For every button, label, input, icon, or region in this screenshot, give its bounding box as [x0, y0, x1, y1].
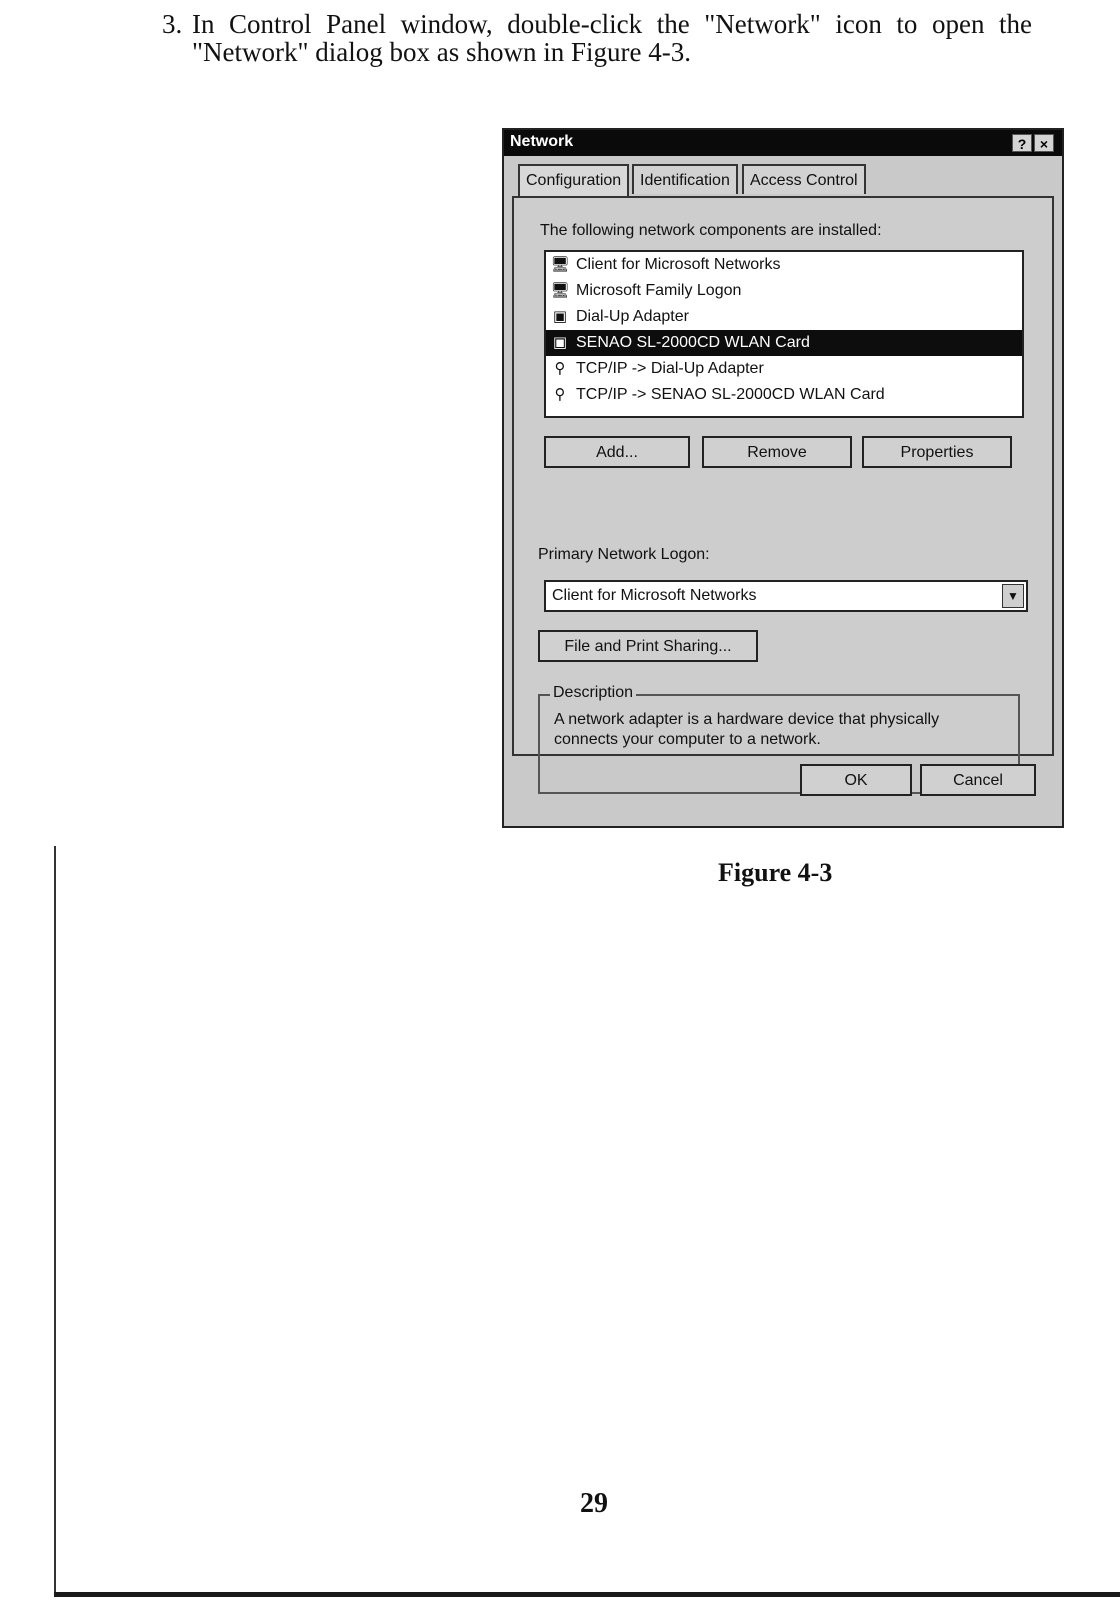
figure-caption: Figure 4-3	[718, 858, 833, 887]
chevron-down-icon[interactable]: ▼	[1002, 584, 1024, 608]
list-item-label: Dial-Up Adapter	[576, 308, 689, 325]
properties-button[interactable]: Properties	[862, 436, 1012, 468]
cancel-button[interactable]: Cancel	[920, 764, 1036, 796]
primary-logon-label: Primary Network Logon:	[538, 546, 710, 563]
tab-access-control[interactable]: Access Control	[742, 164, 866, 194]
list-item-selected[interactable]	[546, 330, 1022, 356]
list-item[interactable]	[546, 382, 1022, 408]
step-number: 3.	[162, 9, 183, 39]
dialog-title: Network	[510, 133, 574, 150]
close-icon[interactable]: ×	[1034, 134, 1054, 152]
list-item[interactable]	[546, 252, 1022, 278]
dialog-titlebar	[504, 130, 1062, 156]
adapter-icon: ▣	[552, 334, 568, 351]
remove-button[interactable]: Remove	[702, 436, 852, 468]
protocol-icon: ⚲	[554, 360, 566, 377]
list-item[interactable]	[546, 356, 1022, 382]
list-item[interactable]	[546, 278, 1022, 304]
tab-configuration[interactable]: Configuration	[518, 164, 629, 196]
list-item-label: Client for Microsoft Networks	[576, 256, 781, 273]
description-text: A network adapter is a hardware device that physically connects your computer to a network.	[554, 711, 940, 748]
primary-logon-value: Client for Microsoft Networks	[552, 587, 757, 604]
list-item-label: TCP/IP -> Dial-Up Adapter	[576, 360, 764, 377]
list-item[interactable]	[546, 304, 1022, 330]
network-dialog	[502, 128, 1064, 828]
tab-identification[interactable]: Identification	[632, 164, 738, 194]
client-icon: 🖥	[550, 282, 570, 299]
page-left-border	[54, 846, 56, 1594]
page-number: 29	[580, 1488, 608, 1519]
add-button[interactable]: Add...	[544, 436, 690, 468]
protocol-icon: ⚲	[554, 386, 566, 403]
adapter-icon: ▣	[552, 308, 568, 325]
list-item-label: TCP/IP -> SENAO SL-2000CD WLAN Card	[576, 386, 885, 403]
components-list[interactable]	[544, 250, 1024, 418]
help-icon[interactable]: ?	[1012, 134, 1032, 152]
file-print-sharing-button[interactable]: File and Print Sharing...	[538, 630, 758, 662]
primary-logon-select[interactable]	[544, 580, 1028, 612]
configuration-panel	[512, 196, 1054, 756]
ok-button[interactable]: OK	[800, 764, 912, 796]
list-item-label: Microsoft Family Logon	[576, 282, 742, 299]
client-icon: 🖥	[550, 256, 570, 273]
description-legend: Description	[550, 684, 636, 702]
page-bottom-border	[54, 1592, 1120, 1597]
list-item-label: SENAO SL-2000CD WLAN Card	[576, 334, 810, 351]
step-text: In Control Panel window, double-click the "Network" icon to open the "Network" dialog box as shown in Figure 4-3.	[192, 9, 1032, 67]
components-label: The following network components are installed:	[540, 222, 882, 239]
